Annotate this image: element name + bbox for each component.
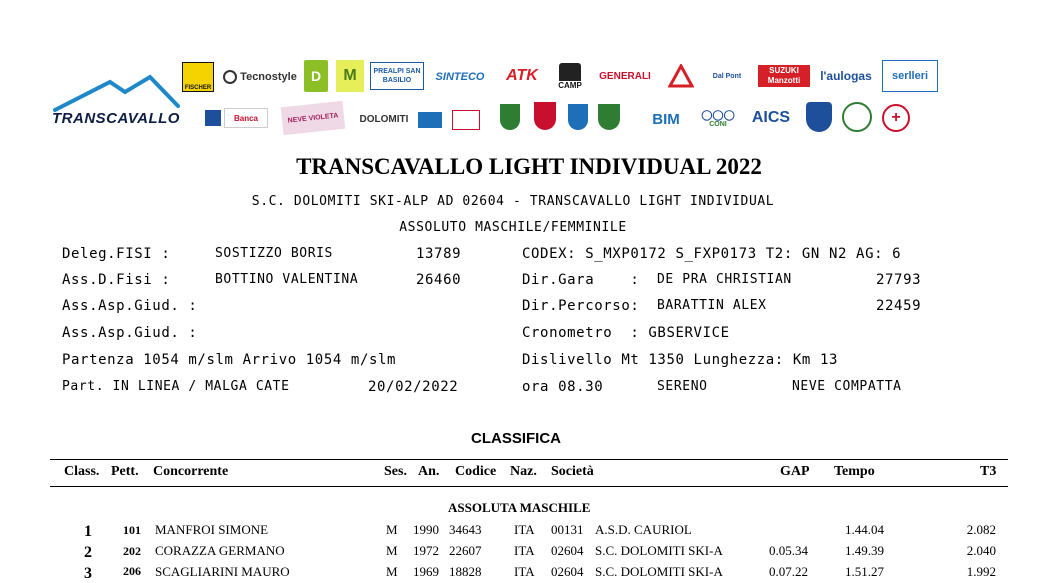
logo-generali: GENERALI [599, 70, 651, 82]
row-code: 22607 [449, 543, 482, 558]
logo-camp: CAMP [554, 58, 586, 94]
logo-small-1 [205, 110, 221, 126]
row-pett: 101 [123, 523, 141, 537]
logo-coni: ◯◯◯ CONI [701, 110, 735, 128]
event-subtitle: S.C. DOLOMITI SKI-ALP AD 02604 - TRANSCAVALLO LIGHT INDIVIDUAL [251, 194, 775, 209]
logo-serlleri: serlleri [882, 60, 938, 92]
row-year: 1972 [413, 543, 439, 558]
codex: CODEX: S_MXP0172 S_FXP0173 T2: GN N2 AG: 6 [522, 246, 902, 262]
dir-gara-name: DE PRA CHRISTIAN [657, 272, 792, 287]
row-sex: M [386, 564, 398, 579]
row-gap: 0.05.34 [769, 543, 808, 558]
row-soc: S.C. DOLOMITI SKI-A [595, 543, 723, 558]
row-pett: 202 [123, 544, 141, 558]
row-naz: ITA [514, 543, 535, 558]
logo-aics: AICS [751, 109, 791, 126]
row-gap: 0.07.22 [769, 564, 808, 579]
logo-prealpi: PREALPI SAN BASILIO [370, 62, 424, 90]
row-rank: 1 [84, 523, 92, 540]
row-sex: M [386, 522, 398, 537]
logo-dolomiti: DOLOMITI [359, 113, 409, 125]
dir-perc-code: 22459 [876, 298, 922, 314]
deleg-label: Deleg.FISI : [62, 246, 171, 262]
logo-green-d: D [304, 60, 328, 92]
logo-red-triangle [666, 62, 696, 90]
logo-red-cross: + [882, 104, 910, 132]
brand-name: TRANSCAVALLO [52, 110, 180, 127]
mountain-icon [50, 72, 180, 112]
row-name: CORAZZA GERMANO [155, 543, 285, 558]
row-pett: 206 [123, 564, 141, 578]
col-nazione: Naz. [510, 464, 537, 479]
section-assoluta-maschile: ASSOLUTA MASCHILE [448, 500, 591, 515]
logo-fischer: FISCHER [182, 62, 214, 92]
row-t3: 1.992 [966, 564, 996, 579]
logo-bim: BIM [652, 110, 680, 128]
row-soc: A.S.D. CAURIOL [595, 522, 692, 537]
dislivello-lunghezza: Dislivello Mt 1350 Lunghezza: Km 13 [522, 352, 839, 368]
tecnostyle-icon [223, 70, 237, 84]
logo-tecnostyle: Tecnostyle [222, 66, 298, 88]
logo-yellow-m: M [336, 60, 364, 92]
col-sesso: Ses. [384, 464, 407, 479]
dir-perc-label: Dir.Percorso: [522, 298, 640, 314]
row-soc-code: 02604 [551, 564, 584, 579]
deleg-code: 13789 [416, 246, 462, 262]
row-t3: 2.082 [966, 522, 996, 537]
crest-1-icon [500, 104, 520, 130]
col-tempo: Tempo [834, 464, 875, 479]
logo-suzuki: SUZUKI Manzotti [758, 62, 810, 90]
crest-4-icon [598, 104, 620, 130]
logo-atk: ATK [506, 67, 538, 84]
logo-small-2 [418, 112, 442, 128]
event-title: TRANSCAVALLO LIGHT INDIVIDUAL 2022 [296, 154, 762, 179]
row-naz: ITA [514, 564, 535, 579]
snow-condition: NEVE COMPATTA [792, 379, 902, 394]
row-year: 1990 [413, 522, 439, 537]
asp2-label: Ass.Asp.Giud. : [62, 325, 198, 341]
row-soc-code: 00131 [551, 522, 584, 537]
row-name: MANFROI SIMONE [155, 522, 269, 537]
logo-aulogas: l'aulogas [820, 69, 872, 83]
row-code: 18828 [449, 564, 482, 579]
col-t3: T3 [980, 464, 997, 479]
logo-banca: Banca [224, 108, 268, 128]
row-tempo: 1.44.04 [845, 522, 884, 537]
camp-icon [559, 63, 581, 81]
dir-perc-name: BARATTIN ALEX [657, 298, 767, 313]
col-gap: GAP [780, 464, 810, 479]
row-tempo: 1.49.39 [845, 543, 884, 558]
row-code: 34643 [449, 522, 482, 537]
cronometro: Cronometro : GBSERVICE [522, 325, 730, 341]
table-top-rule [50, 459, 1008, 460]
transcavallo-logo [50, 72, 180, 132]
ass-code: 26460 [416, 272, 462, 288]
race-date: 20/02/2022 [368, 379, 459, 395]
row-sex: M [386, 543, 398, 558]
col-societa: Società [551, 464, 594, 479]
logo-neve-violeta: NEVE VIOLETA [281, 101, 346, 135]
crest-2-icon [534, 102, 556, 130]
crest-3-icon [568, 104, 588, 130]
olympic-rings-icon: ◯◯◯ [701, 110, 735, 121]
col-anno: An. [418, 464, 440, 479]
logo-small-3 [452, 110, 480, 130]
classifica-title: CLASSIFICA [471, 430, 561, 447]
logo-skier [842, 102, 872, 132]
table-header-rule [50, 486, 1008, 487]
col-class: Class. [64, 464, 100, 479]
dir-gara-code: 27793 [876, 272, 922, 288]
ass-name: BOTTINO VALENTINA [215, 272, 359, 287]
weather: SERENO [657, 379, 708, 394]
asp1-label: Ass.Asp.Giud. : [62, 298, 198, 314]
row-name: SCAGLIARINI MAURO [155, 564, 290, 579]
logo-dal-pont: Dal Pont [712, 72, 742, 80]
row-rank: 2 [84, 544, 92, 561]
logo-shield [806, 102, 832, 132]
row-soc: S.C. DOLOMITI SKI-A [595, 564, 723, 579]
row-year: 1969 [413, 564, 439, 579]
partenza-tipo: Part. IN LINEA / MALGA CATE [62, 379, 290, 394]
col-concorrente: Concorrente [153, 464, 229, 479]
row-soc-code: 02604 [551, 543, 584, 558]
row-rank: 3 [84, 565, 92, 582]
start-time: ora 08.30 [522, 379, 604, 395]
dir-gara-label: Dir.Gara : [522, 272, 640, 288]
col-pett: Pett. [111, 464, 139, 479]
triangle-icon [668, 64, 694, 88]
partenza-arrivo: Partenza 1054 m/slm Arrivo 1054 m/slm [62, 352, 397, 368]
event-category: ASSOLUTO MASCHILE/FEMMINILE [399, 220, 627, 235]
ass-label: Ass.D.Fisi : [62, 272, 171, 288]
deleg-name: SOSTIZZO BORIS [215, 246, 333, 261]
logo-sinteco: SINTECO [435, 71, 485, 83]
row-tempo: 1.51.27 [845, 564, 884, 579]
col-codice: Codice [455, 464, 497, 479]
row-t3: 2.040 [966, 543, 996, 558]
row-naz: ITA [514, 522, 535, 537]
